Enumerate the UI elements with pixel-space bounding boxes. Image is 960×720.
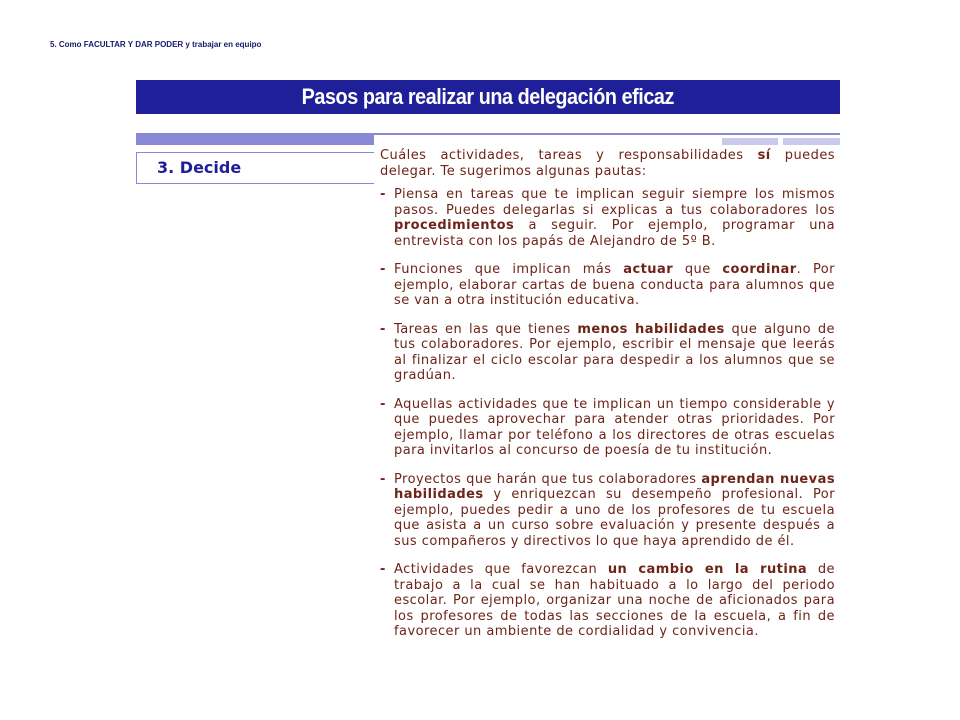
list-item: - Proyectos que harán que tus colaboradores aprendan nuevas habilidades y enriquezcan su desempeño profesional. Por ejemplo, puedes pedir a uno de los profesores de tu escuela que asista a un curso sobre evaluación y presente después a sus compañeros y directivos lo que haya aprendido de él. xyxy=(380,471,836,549)
list-item: - Actividades que favorezcan un cambio en la rutina de trabajo a la cual se han habituado a lo largo del periodo escolar. Por ejemplo, organizar una noche de aficionados para los profesores de todas las secciones de la escuela, a fin de favorecer un ambiente de cordialidad y convivencia. xyxy=(380,562,835,639)
title-bar xyxy=(136,80,840,114)
list-item: - Funciones que implican más actuar que coordinar. Por ejemplo, elaborar cartas de buena conducta para alumnos que se van a otra institución educativa. xyxy=(380,262,835,308)
step-box xyxy=(136,152,374,184)
right-accent-line xyxy=(374,133,840,135)
bullet-dash: - xyxy=(380,396,386,412)
intro-paragraph: Cuáles actividades, tareas y responsabilidades sí puedes delegar. Te sugerimos algunas pautas: xyxy=(380,148,836,179)
bullet-dash: - xyxy=(380,562,386,577)
list-item: - Aquellas actividades que te implican un tiempo considerable y que puedes aprovechar para atender otras prioridades. Por ejemplo, llamar por teléfono a los directores de otras escuelas para invitarlos al concurso de poesía de tu institución. xyxy=(380,396,835,458)
bullet-dash: - xyxy=(380,321,386,337)
left-accent-strip xyxy=(136,133,374,145)
step-label: 3. Decide xyxy=(157,158,242,177)
tab-decoration-2 xyxy=(783,138,840,145)
content-panel xyxy=(380,148,835,653)
tab-decoration-1 xyxy=(722,138,778,145)
slide-title: Pasos para realizar una delegación eficaz xyxy=(301,84,675,109)
bullet-dash: - xyxy=(380,187,386,202)
bullet-dash: - xyxy=(380,471,386,487)
list-item: - Piensa en tareas que te implican seguir siempre los mismos pasos. Puedes delegarlas si explicas a tus colaboradores los procedimientos a seguir. Por ejemplo, programar una entrevista con los papás de Alejandro de 5º B. xyxy=(380,187,835,249)
list-item: - Tareas en las que tienes menos habilidades que alguno de tus colaboradores. Por ejemplo, escribir el mensaje que leerás al finalizar el ciclo escolar para despedir a los alumnos que se gradúan. xyxy=(380,321,835,383)
page-header: 5. Como FACULTAR Y DAR PODER y trabajar en equipo xyxy=(50,40,262,49)
bullet-dash: - xyxy=(380,262,386,277)
